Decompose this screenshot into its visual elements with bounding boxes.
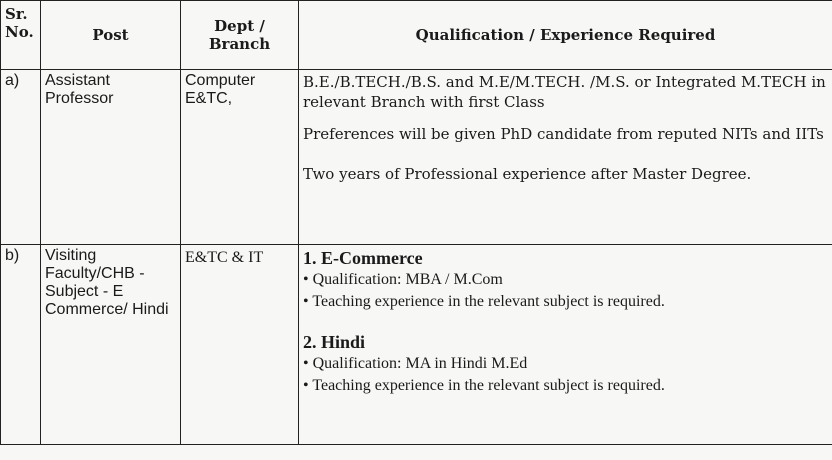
section-title: 2. Hindi	[303, 332, 366, 352]
table-row	[1, 70, 832, 245]
section-title: 1. E-Commerce	[303, 248, 423, 268]
header-dept: Dept / Branch	[181, 1, 299, 70]
row-sr: a)	[1, 70, 41, 245]
header-qualification: Qualification / Experience Required	[299, 1, 832, 70]
row-qualification	[299, 245, 832, 445]
row-post: Assistant Professor	[41, 70, 181, 245]
header-sr-no: Sr. No.	[1, 1, 41, 70]
preference-text: Preferences will be given PhD candidate from reputed NITs and IITs	[303, 125, 824, 143]
row-dept: Computer E&TC,	[181, 70, 299, 245]
table-header-row	[1, 1, 832, 70]
row-qualification	[299, 70, 832, 245]
bullet-item: • Qualification: MA in Hindi M.Ed	[303, 355, 528, 372]
row-post: Visiting Faculty/CHB - Subject - E Commerce/ Hindi	[41, 245, 181, 445]
qualification-text: B.E./B.TECH./B.S. and M.E/M.TECH. /M.S. or Integrated M.TECH in relevant Branch with first Class	[303, 73, 826, 111]
bullet-item: • Teaching experience in the relevant subject is required.	[303, 293, 665, 310]
bullet-item: • Qualification: MBA / M.Com	[303, 271, 503, 288]
experience-text: Two years of Professional experience after Master Degree.	[303, 165, 752, 183]
header-post: Post	[41, 1, 181, 70]
table-row	[1, 245, 832, 445]
row-sr: b)	[1, 245, 41, 445]
bullet-item: • Teaching experience in the relevant subject is required.	[303, 377, 665, 394]
row-dept: E&TC & IT	[181, 245, 299, 445]
